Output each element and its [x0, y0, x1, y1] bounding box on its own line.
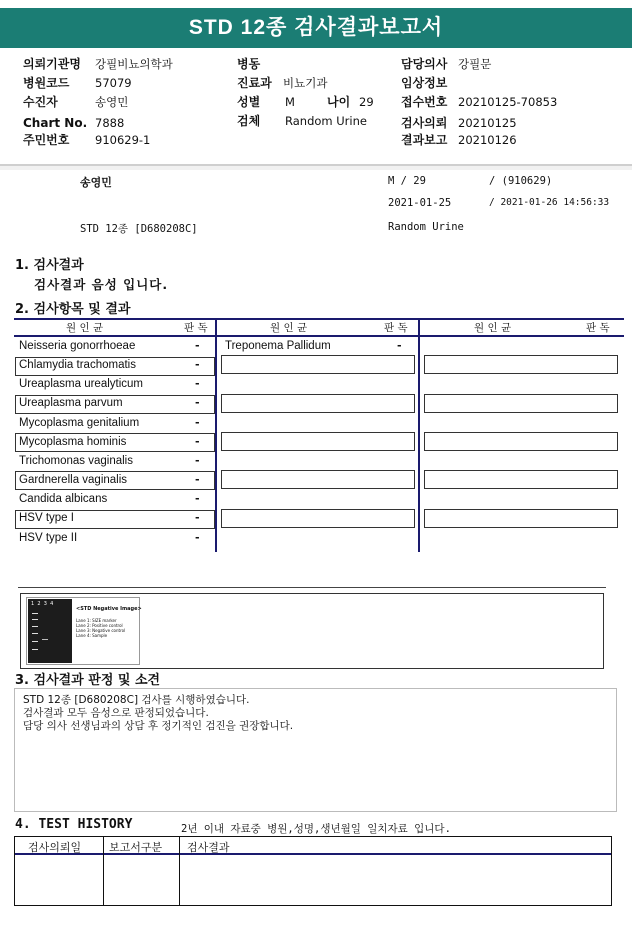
- history-note: 2년 이내 자료중 병원,성명,생년월일 일치자료 입니다.: [181, 823, 451, 835]
- header-resident-no: [23, 132, 150, 149]
- header-chart-no: [23, 115, 124, 132]
- header-value: 비뇨기과: [283, 76, 328, 90]
- gel-legend-line: Lane 3: Negative control: [76, 628, 126, 633]
- header-label: Chart No.: [23, 116, 88, 130]
- pathogen-result: -: [195, 435, 200, 448]
- header-label: 나이: [327, 95, 351, 109]
- header-label: 병동: [237, 57, 261, 71]
- history-col-divider: [179, 837, 180, 905]
- header-label: 의뢰기관명: [23, 57, 81, 71]
- pathogen-name: Ureaplasma urealyticum: [19, 378, 143, 390]
- patient-name: 송영민: [80, 176, 112, 189]
- pathogen-result: -: [195, 396, 200, 409]
- section1-title: 1. 검사결과: [15, 258, 84, 273]
- gel-band: [32, 641, 38, 642]
- header-ward: [237, 56, 260, 73]
- opinion-line: 담당 의사 선생님과의 상담 후 정기적인 검진을 권장합니다.: [23, 720, 294, 732]
- empty-box: [424, 509, 618, 528]
- header-value: 57079: [95, 76, 132, 90]
- pathogen-name: Treponema Pallidum: [225, 340, 331, 352]
- opinion-box: [14, 688, 617, 812]
- history-header: 검사의뢰일: [28, 841, 82, 854]
- report-datetime: / 2021-01-26 14:56:33: [489, 197, 610, 208]
- gel-divider: [18, 587, 606, 588]
- pathogen-result: -: [195, 377, 200, 390]
- pathogen-name: HSV type II: [19, 532, 78, 544]
- history-table: [14, 836, 612, 906]
- gel-legend-title: <STD Negative Image>: [76, 606, 142, 612]
- pathogen-result: -: [195, 339, 200, 352]
- header-value: Random Urine: [285, 114, 367, 128]
- header-receipt-no: [401, 94, 557, 111]
- header-dept: [237, 75, 327, 92]
- header-value: 910629-1: [95, 133, 151, 147]
- report-title: STD 12종 검사결과보고서: [0, 8, 632, 48]
- empty-box: [221, 432, 415, 451]
- header-label: 주민번호: [23, 133, 70, 147]
- col-header-pathogen: 원 인 균: [270, 322, 308, 334]
- pathogen-name: Mycoplasma hominis: [19, 436, 127, 448]
- header-value: 강필문: [458, 57, 492, 71]
- header-value: M: [285, 95, 295, 109]
- empty-box: [424, 432, 618, 451]
- gel-legend: [76, 618, 125, 638]
- header-label: 수진자: [23, 95, 58, 109]
- opinion-line: 검사결과 모두 음성으로 판정되었습니다.: [23, 707, 209, 719]
- gel-band: [32, 649, 38, 650]
- col-header-result: 판 독: [586, 322, 610, 334]
- patient-specimen: Random Urine: [388, 221, 464, 233]
- header-label: 진료과: [237, 76, 272, 90]
- history-col-divider: [103, 837, 104, 905]
- gel-band: [42, 639, 48, 640]
- history-header: 보고서구분: [109, 841, 163, 854]
- header-label: 성별: [237, 95, 261, 109]
- patient-birth: / (910629): [489, 175, 553, 187]
- empty-box: [221, 394, 415, 413]
- pathogen-result: -: [195, 473, 200, 486]
- col-header-result: 판 독: [384, 322, 408, 334]
- header-label: 임상정보: [401, 76, 448, 90]
- header-report-date: [401, 132, 517, 149]
- header-value: 7888: [95, 116, 125, 130]
- opinion-line: STD 12종 [D680208C] 검사를 시행하였습니다.: [23, 694, 250, 706]
- gel-legend-line: Lane 4: Sample: [76, 633, 108, 638]
- gel-band: [32, 619, 38, 620]
- result-table: [14, 318, 624, 554]
- pathogen-result: -: [195, 454, 200, 467]
- header-hospital-code: [23, 75, 132, 92]
- col-header-pathogen: 원 인 균: [66, 322, 104, 334]
- col-header-result: 판 독: [184, 322, 208, 334]
- empty-box: [221, 470, 415, 489]
- pathogen-result: -: [195, 416, 200, 429]
- pathogen-result: -: [397, 339, 402, 352]
- section4-title: 4. TEST HISTORY: [15, 817, 133, 832]
- history-header: 검사결과: [187, 841, 230, 854]
- section3-title: 3. 검사결과 판정 및 소견: [15, 673, 161, 688]
- table-top-border: [14, 318, 624, 320]
- pathogen-name: Mycoplasma genitalium: [19, 417, 140, 429]
- pathogen-name: Ureaplasma parvum: [19, 397, 123, 409]
- gel-image-frame: [20, 593, 604, 669]
- collect-date: 2021-01-25: [388, 197, 452, 209]
- gel-lane-numbers: 1 2 3 4: [31, 601, 54, 607]
- pathogen-result: -: [195, 511, 200, 524]
- section2-title: 2. 검사항목 및 결과: [15, 302, 131, 317]
- header-clinical-info: [401, 75, 458, 92]
- table-col-divider: [215, 318, 217, 552]
- header-value: 20210125-70853: [458, 95, 558, 109]
- header-label: 담당의사: [401, 57, 448, 71]
- header-label: 검체: [237, 114, 261, 128]
- gel-legend-line: Lane 2: Positive control: [76, 623, 123, 628]
- header-value: 강필비뇨의학과: [95, 57, 173, 71]
- pathogen-name: Candida albicans: [19, 493, 108, 505]
- gel-legend-line: Lane 1: SIZE marker: [76, 618, 117, 623]
- empty-box: [424, 355, 618, 374]
- header-label: 접수번호: [401, 95, 448, 109]
- col-header-pathogen: 원 인 균: [474, 322, 512, 334]
- pathogen-name: Trichomonas vaginalis: [19, 455, 133, 467]
- table-col-divider: [418, 318, 420, 552]
- gel-band: [32, 626, 38, 627]
- pathogen-name: Gardnerella vaginalis: [19, 474, 128, 486]
- header-hospital: [23, 56, 173, 73]
- gel-band: [32, 633, 38, 634]
- pathogen-result: -: [195, 531, 200, 544]
- header-doctor: [401, 56, 491, 73]
- header-value: 송영민: [95, 95, 129, 109]
- header-value: 20210126: [458, 133, 517, 147]
- patient-sex-age: M / 29: [388, 175, 426, 187]
- test-code: STD 12종 [D680208C]: [80, 223, 198, 235]
- header-sex: [237, 94, 374, 111]
- pathogen-result: -: [195, 492, 200, 505]
- table-header-border: [14, 335, 624, 337]
- header-specimen: [237, 113, 367, 130]
- gel-image: [26, 597, 140, 665]
- header-label: 결과보고: [401, 133, 448, 147]
- header-gap: [0, 166, 632, 170]
- pathogen-result: -: [195, 358, 200, 371]
- history-header-row: [15, 837, 611, 855]
- header-value: 20210125: [458, 116, 517, 130]
- header-label: 병원코드: [23, 76, 70, 90]
- header-label: 검사의뢰: [401, 116, 448, 130]
- empty-box: [221, 355, 415, 374]
- result-summary: 검사결과 음성 입니다.: [34, 277, 169, 292]
- empty-box: [424, 394, 618, 413]
- empty-box: [221, 509, 415, 528]
- empty-box: [424, 470, 618, 489]
- pathogen-name: Chlamydia trachomatis: [19, 359, 136, 371]
- gel-lanes: [28, 599, 72, 663]
- gel-band: [32, 613, 38, 614]
- header-patient: [23, 94, 128, 111]
- header-request-date: [401, 115, 517, 132]
- pathogen-name: HSV type I: [19, 512, 74, 524]
- pathogen-name: Neisseria gonorrhoeae: [19, 340, 136, 352]
- header-value: 29: [359, 95, 374, 109]
